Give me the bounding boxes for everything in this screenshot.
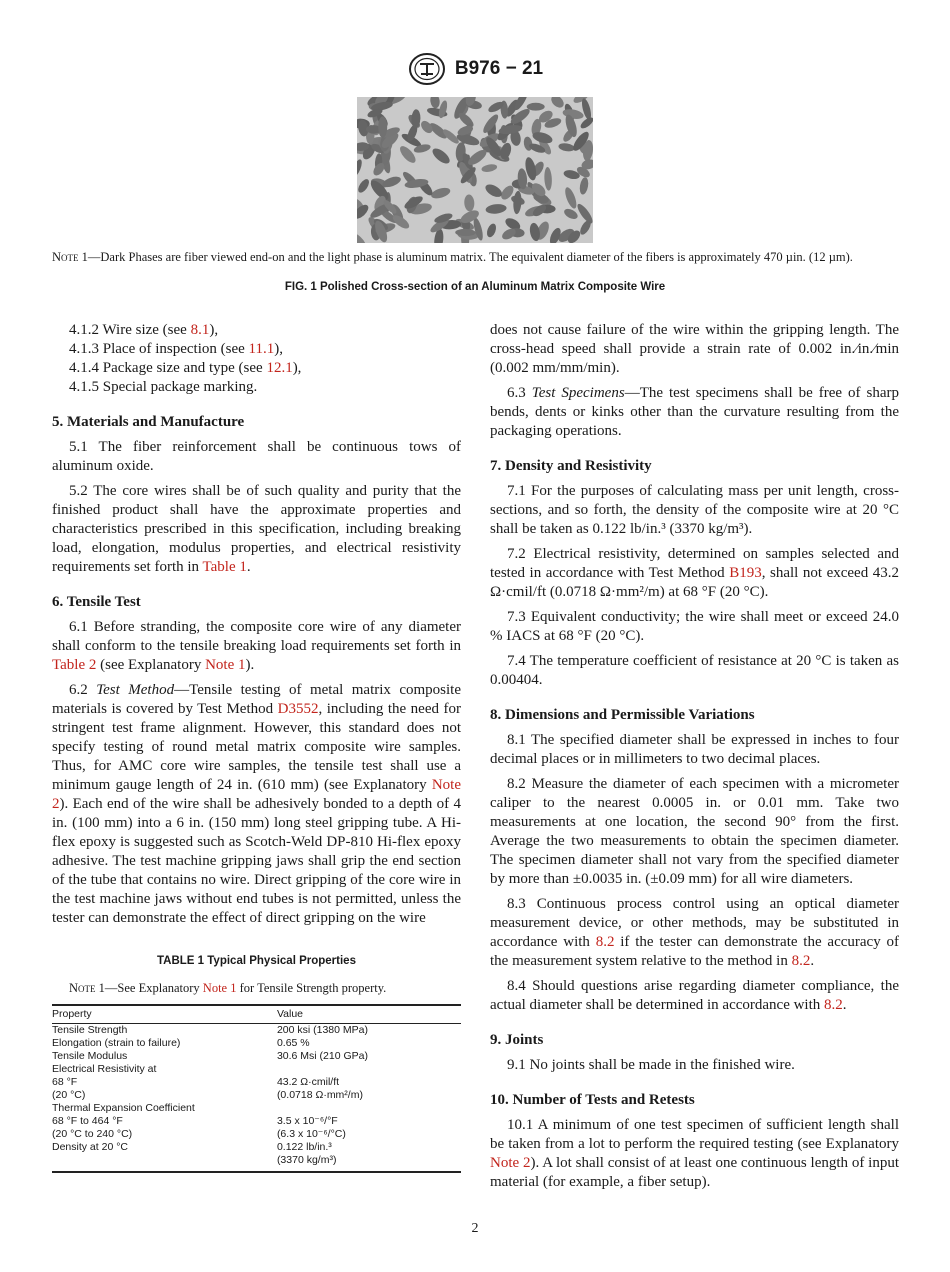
figure-note — [52, 249, 902, 266]
table-header-row — [52, 1005, 461, 1024]
paragraph-6-3: 6.3 Test Specimens—The test specimens shall be free of sharp bends, dents or kinks other than the curvature resulting from the packaging operations. — [490, 385, 900, 439]
list-item: 4.1.3 Place of inspection (see 11.1), — [69, 341, 283, 357]
list-item: 4.1.2 Wire size (see 8.1), — [69, 322, 219, 338]
section-9-heading: 9. Joints — [490, 1032, 544, 1048]
section-8-heading: 8. Dimensions and Permissible Variations — [490, 707, 755, 723]
value-cell: 0.122 lb/in.³ — [276, 1141, 332, 1153]
table-note-1-link[interactable]: Note 1 — [202, 981, 237, 995]
paragraph-8-1: 8.1 The specified diameter shall be expressed in inches to four decimal places or in millimeters to two decimal places. — [490, 732, 899, 767]
left-column — [52, 321, 461, 1173]
table-row — [52, 1050, 461, 1063]
paragraph-6-2-continued: does not cause failure of the wire within the gripping length. The cross-head speed shall provide a strain rate of 0.002 in.⁄in.⁄min (0.002 mm/mm/min). — [490, 322, 899, 376]
value-cell: 43.2 Ω·cmil/ft — [276, 1076, 340, 1088]
section-link[interactable]: 11.1 — [248, 341, 275, 357]
paragraph-7-4: 7.4 The temperature coefficient of resistance at 20 °C is taken as 0.00404. — [490, 653, 899, 688]
page-header — [0, 52, 950, 86]
paragraph-7-3: 7.3 Equivalent conductivity; the wire shall meet or exceed 24.0 % IACS at 68 °F (20 °C). — [490, 609, 899, 644]
note-1-link[interactable]: Note 1 — [205, 657, 246, 673]
value-cell: 0.65 % — [276, 1037, 310, 1049]
b193-link[interactable]: B193 — [729, 565, 762, 581]
property-cell: Electrical Resistivity at — [52, 1063, 157, 1075]
section-10-heading: 10. Number of Tests and Retests — [490, 1092, 695, 1108]
section-link[interactable]: 8.1 — [190, 322, 210, 338]
column-header-value: Value — [277, 1005, 461, 1024]
fiber-mark — [378, 116, 387, 138]
value-cell: 200 ksi (1380 MPa) — [276, 1024, 368, 1036]
paragraph-8-4: 8.4 Should questions arise regarding diameter compliance, the actual diameter shall be determined in accordance with 8.2. — [490, 978, 899, 1013]
section-8-2-link[interactable]: 8.2 — [824, 997, 843, 1013]
table-row — [52, 1024, 461, 1038]
note-label: Note — [52, 250, 79, 264]
table-row — [52, 1037, 461, 1050]
table-2-link[interactable]: Table 2 — [52, 657, 97, 673]
note-2-link[interactable]: Note 2 — [490, 1155, 531, 1171]
fiber-mark — [527, 103, 545, 111]
property-cell: (20 °C to 240 °C) — [52, 1128, 133, 1140]
property-cell: Tensile Modulus — [52, 1050, 128, 1062]
note-2-link[interactable]: Note 2 — [52, 777, 461, 812]
paragraph-5-1: 5.1 The fiber reinforcement shall be continuous tows of aluminum oxide. — [52, 439, 461, 474]
table-1-title: TABLE 1 Typical Physical Properties — [157, 955, 356, 967]
table-row — [52, 1115, 461, 1128]
value-cell: (0.0718 Ω·mm²/m) — [276, 1089, 363, 1101]
astm-logo-icon — [407, 52, 447, 86]
section-8-2-link[interactable]: 8.2 — [595, 934, 615, 950]
value-cell: 30.6 Msi (210 GPa) — [276, 1050, 368, 1062]
property-cell: (20 °C) — [52, 1089, 86, 1101]
paragraph-7-2: 7.2 Electrical resistivity, determined on samples selected and tested in accordance with Test Method B193, shall not exceed 43.2 Ω·cmil/ft (0.0718 Ω·mm²/m) at 68 °F (20 °C). — [490, 546, 899, 600]
value-cell: (3370 kg/m³) — [277, 1154, 461, 1172]
table-row — [52, 1128, 461, 1141]
property-cell: Elongation (strain to failure) — [52, 1037, 181, 1049]
value-cell: 3.5 x 10⁻⁶/°F — [276, 1115, 338, 1127]
micrograph-image — [357, 97, 593, 243]
property-cell: Density at 20 °C — [52, 1141, 128, 1153]
paragraph-7-1: 7.1 For the purposes of calculating mass per unit length, cross-sections, and so forth, the density of the composite wire at 20 °C shall be taken as 0.122 lb/in.³ (3370 kg/m³). — [490, 483, 899, 537]
property-cell: Tensile Strength — [52, 1024, 128, 1036]
property-cell: 68 °F — [52, 1076, 78, 1088]
section-4-1-list — [52, 321, 461, 397]
figure-caption: FIG. 1 Polished Cross-section of an Aluminum Matrix Composite Wire — [284, 281, 666, 293]
table-1-note: Note 1—See Explanatory Note 1 for Tensile Strength property. — [69, 981, 387, 995]
list-item: 4.1.5 Special package marking. — [69, 379, 258, 395]
property-cell — [52, 1154, 277, 1172]
paragraph-5-2: 5.2 The core wires shall be of such quality and purity that the finished product shall have the approximate properties and characteristics prescribed in this specification, including breaking load, elongation, modulus properties, and electrical resistivity requirements set forth in Table 1. — [52, 483, 461, 575]
section-6-heading: 6. Tensile Test — [52, 594, 141, 610]
paragraph-10-1: 10.1 A minimum of one test specimen of sufficient length shall be taken from a lot to perform the required testing (see Explanatory Note 2). A lot shall consist of at least one continuous length of input material (for example, a fiber setup). — [490, 1117, 899, 1190]
paragraph-6-1: 6.1 Before stranding, the composite core wire of any diameter shall conform to the tensile breaking load requirements set forth in Table 2 (see Explanatory Note 1). — [52, 619, 461, 673]
section-7-heading: 7. Density and Resistivity — [490, 458, 652, 474]
table-row — [52, 1154, 461, 1172]
table-1-link[interactable]: Table 1 — [202, 559, 247, 575]
table-row — [52, 1089, 461, 1102]
page-number: 2 — [471, 1221, 479, 1236]
paragraph-8-3: 8.3 Continuous process control using an optical diameter measurement device, or other methods, may be substituted in accordance with 8.2 if the tester can demonstrate the accuracy of the measurement system relative to the method in 8.2. — [490, 896, 900, 969]
table-row — [52, 1141, 461, 1154]
value-cell: (6.3 x 10⁻⁶/°C) — [276, 1128, 346, 1140]
table-row — [52, 1076, 461, 1089]
section-link[interactable]: 12.1 — [266, 360, 293, 376]
table-row — [52, 1063, 461, 1076]
d3552-link[interactable]: D3552 — [277, 701, 319, 717]
section-5-heading: 5. Materials and Manufacture — [52, 414, 245, 430]
table-row — [52, 1102, 461, 1115]
paragraph-9-1: 9.1 No joints shall be made in the finished wire. — [507, 1057, 795, 1073]
right-column — [490, 321, 899, 1198]
value-cell — [277, 1063, 461, 1076]
paragraph-6-2: 6.2 Test Method—Tensile testing of metal matrix composite materials is covered by Test Method D3552, including the need for stringent test frame alignment. However, this standard does not specify testing of round metal matrix composite wire samples. Thus, for AMC core wire samples, the tensile test shall use a minimum gauge length of 24 in. (610 mm) (see Explanatory Note 2). Each end of the wire shall be adhesively bonded to a depth of 4 in. (100 mm) into a 6 in. (150 mm) long steel gripping tube. A Hi-flex epoxy is suggested such as Scotch-Weld DP-810 Hi-flex epoxy adhesive. The test machine gripping jaws shall grip the end section of the tube that contains no wire. Direct gripping of the core wire in the test machine jaws without end tubes is not permitted, unless the tester can demonstrate the effect of direct gripping on the wire — [52, 682, 461, 926]
list-item: 4.1.4 Package size and type (see 12.1), — [69, 360, 302, 376]
section-8-2-link[interactable]: 8.2 — [791, 953, 811, 969]
paragraph-8-2: 8.2 Measure the diameter of each specimen with a micrometer caliper to the nearest 0.0005 in. or 0.01 mm. Take two measurements at one location, the second 90° from the first. Average the two measurements to obtain the specimen diameter. The specimen diameter shall not vary from the specified diameter by more than ±0.0035 in. (±0.09 mm) for all wire diameters. — [490, 776, 899, 887]
column-header-property: Property — [52, 1005, 277, 1024]
document-id: B976 − 21 — [454, 58, 544, 79]
property-cell: 68 °F to 464 °F — [52, 1115, 123, 1127]
properties-table — [52, 1004, 461, 1173]
value-cell — [277, 1102, 461, 1115]
property-cell: Thermal Expansion Coefficient — [52, 1102, 195, 1114]
note-text: 1—Dark Phases are fiber viewed end-on and the light phase is aluminum matrix. The equivalent diameter of the fibers is approximately 470 µin. (12 µm). — [78, 250, 853, 264]
